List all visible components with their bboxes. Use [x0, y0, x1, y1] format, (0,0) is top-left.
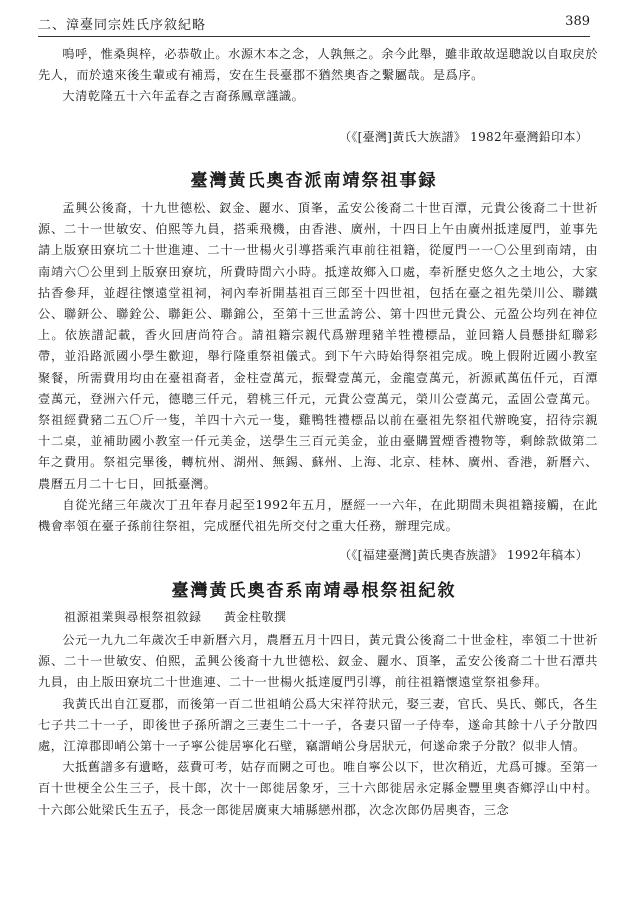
article2-title: 臺灣黃氏奧杳系南靖尋根祭祖紀敘 [171, 581, 457, 601]
intro-signature: 大清乾隆五十六年孟春之吉裔孫鳳章謹識。 [62, 89, 305, 104]
article2-paragraph: 公元一九九二年歲次壬申新曆六月，農曆五月十四日，黃元貴公後裔二十世金柱，率領二十世祈源、二十一世敏安、伯熙，孟興公後裔十九世德松、釵金、麗水、頂峯，孟安公後裔二十世石潭共九員，由上版田寮坑二十世進連、二十一世楊火抵達厦門引導，前往祖籍懷遠堂祭祖參拜。 [38, 633, 598, 690]
article1-paragraph: 孟興公後裔，十九世德松、釵金、麗水、頂峯，孟安公後裔二十世百潭，元貴公後裔二十世祈源、二十一世敏安、伯熙等九員，搭乘飛機，由香港、廣州，十四日上午由廣州抵達厦門，並事先請上版寮田寮坑二十世進連、二十一世楊火引導搭乘汽車前往祖籍，從厦門一一〇公里到南靖，由南靖六〇公里到上版寮田寮坑，所費時間六小時。抵達故鄉入口處，奉祈歷史悠久之土地公，大家拈香參拜，並趕往懷遠堂祖祠，祠內奉祈開基祖百三郎至十四世祖，包括在臺之祖先榮川公、聯鐵公、聯鈃公、聯銓公、聯鉅公、聯錦公，至第十三世孟誇公、第十四世元貴公、元盈公均列在神位上。依族譜記載，香火回唐尚符合。請祖籍宗親代爲辦理豬羊牲禮標品，並回籍人員懸掛紅聯彩帶，並沿路派國小學生歡迎，舉行隆重祭祖儀式。到下午六時始得祭祖完成。晚上假附近國小教室聚餐，所需費用均由在臺祖裔者，金柱壹萬元，振聲壹萬元，金龍壹萬元，祈源貳萬伍仟元，百潭壹萬元，登洲六仟元，德聰三仟元，碧桃三仟元，元貴公壹萬元，榮川公壹萬元，孟固公壹萬元。祭祖經費豬二五〇斤一隻，羊四十六元一隻，雞鴨牲禮標品以前在臺祖先祭祖代辦晚宴，招待宗親十二桌，並補助國小教室一仟元美金，送學生三百元美金，並由臺購置煙香禮物等，剩餘款做第二年之費用。祭祖完畢後，轉杭州、湖州、無錫、蘇州、上海、北京、桂林、廣州、香港，新曆六、農曆五月二十七日，回抵臺灣。 [38, 201, 598, 491]
source-citation-2: （《[福建臺灣]黃氏奧杳族譜》 1992年稿本） [339, 548, 588, 562]
article1-title: 臺灣黃氏奧杳派南靖祭祖事録 [190, 171, 438, 191]
intro-block [38, 44, 598, 108]
article2-paragraph: 大抵舊譜多有遺略，茲費可考，姑存而闕之可也。唯自寧公以下，世次稍近，尤爲可據。至第一百十世梗全公生三子，長十郎，次十一郎徙居象牙，三十六郎徙居永定縣金豐里奧杳鄉浮山中村。十六郎公妣梁氏生五子，長念一郎徙居廣東大埔縣戀州郡，次念次郎仍居奧杳，三念 [38, 760, 598, 817]
article2-byline [64, 608, 304, 625]
intro-paragraph: 嗚呼，惟桑與梓，必恭敬止。水源木本之念，人孰無之。余今此舉，雖非敢故逞聰說以自取戾於先人，而於遠來後生輩或有補焉，安在生長臺郡不猶然奧杳之繫屬哉。是爲序。 [38, 47, 598, 83]
page-number: 389 [565, 14, 590, 29]
article2-paragraph: 我黃氏出自江夏郡，而後第一百二世祖峭公爲大宋祥符狀元，娶三妻，官氏、吳氏、鄭氏，各生七子共二十一子，即後世子孫所謂之三妻生二十一子，各妻只留一子侍奉，遂命其餘十八子分散四處，江漳郡即峭公第十一子寧公徙居寧化石壁，竊謂峭公身居狀元，何遂命衆子分散？似非人情。 [38, 696, 598, 754]
byline-author: 黃金柱敬撰 [223, 610, 287, 624]
running-header-title: 二、漳臺同宗姓氏序敘紀略 [38, 18, 207, 33]
byline-subtitle: 祖源祖業與尋根祭祖敘録 [64, 610, 202, 624]
source-citation-1: （《[臺灣]黃氏大族譜》 1982年臺灣鉛印本） [339, 130, 588, 144]
article1-body [38, 198, 598, 537]
header-divider [38, 36, 590, 37]
article1-paragraph: 自從光緒三年歲次丁丑年春月起至1992年五月，歷經一一六年，在此期間未與祖籍接觸，在此機會率領在臺子孫前往祭祖，完成歷代祖先所交付之重大任務，辦理完成。 [38, 497, 598, 534]
article2-body [38, 630, 598, 821]
